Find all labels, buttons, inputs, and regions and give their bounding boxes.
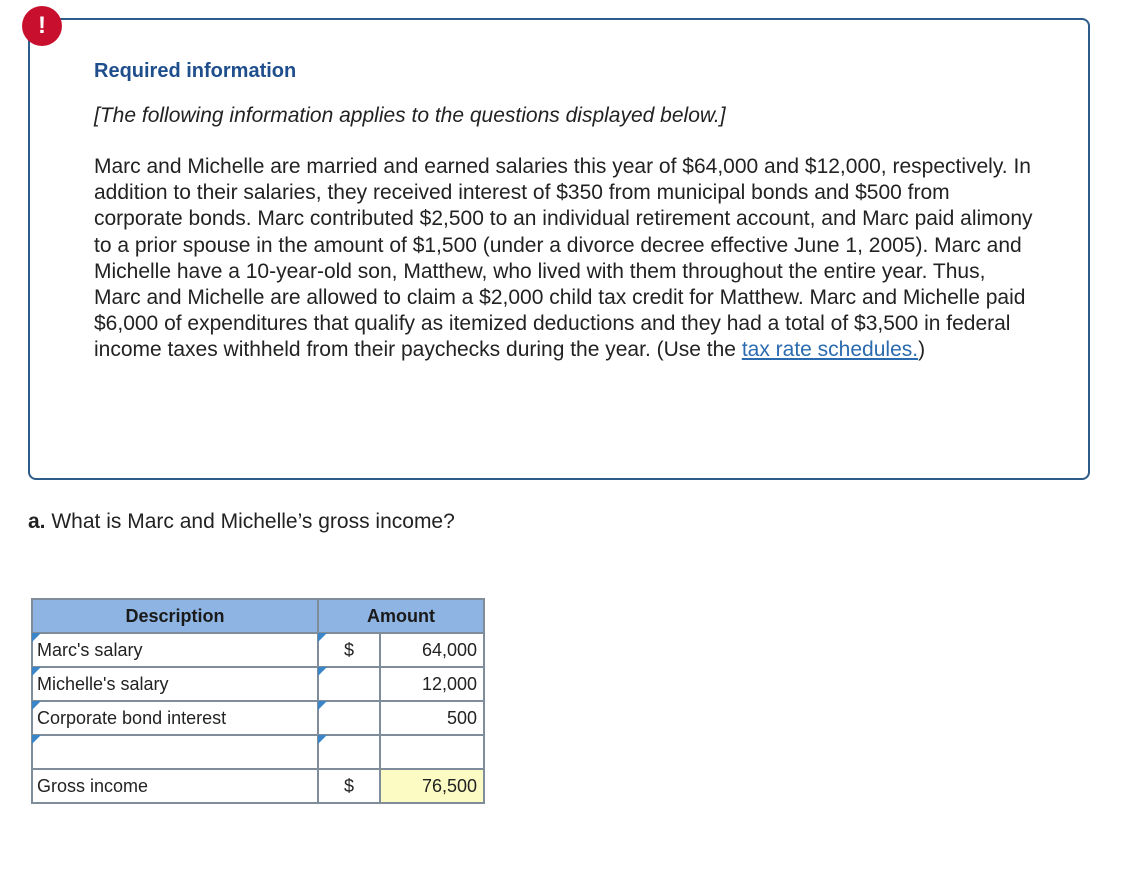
dollar-sign [318, 667, 380, 701]
amount-input-1[interactable]: 64,000 [380, 633, 484, 667]
table-row [32, 633, 484, 667]
info-body-text: Marc and Michelle are married and earned salaries this year of $64,000 and $12,000, respectively. In addition to their salaries, they received interest of $350 from municipal bonds and $500 from corporate bonds. Marc contributed $2,500 to an individual retirement account, and Marc paid alimony to a prior spouse in the amount of $1,500 (under a divorce decree effective June 1, 2005). Marc and Michelle have a 10-year-old son, Matthew, who lived with them throughout the entire year. Thus, Marc and Michelle are allowed to claim a $2,000 child tax credit for Matthew. Marc and Michelle paid $6,000 of expenditures that qualify as itemized deductions and they had a total of $3,500 in federal income taxes withheld from their paychecks during the year. (Use the [94, 155, 1033, 362]
dollar-sign: $ [318, 633, 380, 667]
gross-income-total: 76,500 [380, 769, 484, 803]
flag-icon [318, 633, 327, 642]
total-dollar-sign: $ [318, 769, 380, 803]
amount-header: Amount [318, 599, 484, 633]
flag-icon [32, 701, 41, 710]
flag-icon [32, 633, 41, 642]
amount-input-3[interactable]: 500 [380, 701, 484, 735]
alert-icon: ! [22, 6, 62, 46]
flag-icon [318, 735, 327, 744]
flag-icon [318, 667, 327, 676]
table-header-row [32, 599, 484, 633]
info-title: Required information [94, 60, 297, 82]
description-input-2[interactable]: Michelle's salary [32, 667, 318, 701]
info-body-end: ) [918, 338, 926, 362]
required-information-panel [28, 18, 1090, 480]
table-row [32, 735, 484, 769]
table-row [32, 701, 484, 735]
table-row [32, 667, 484, 701]
description-input-1[interactable]: Marc's salary [32, 633, 318, 667]
dollar-sign [318, 735, 380, 769]
info-subtitle: [The following information applies to the questions displayed below.] [94, 104, 726, 127]
question-text: What is Marc and Michelle’s gross income? [51, 510, 455, 533]
dollar-sign [318, 701, 380, 735]
flag-icon [32, 667, 41, 676]
flag-icon [32, 735, 41, 744]
description-input-3[interactable]: Corporate bond interest [32, 701, 318, 735]
gross-income-table [31, 598, 485, 804]
question-label: a. [28, 510, 46, 533]
description-input-4[interactable] [32, 735, 318, 769]
total-row [32, 769, 484, 803]
amount-input-2[interactable]: 12,000 [380, 667, 484, 701]
question-a [28, 510, 455, 534]
description-header: Description [32, 599, 318, 633]
total-label: Gross income [32, 769, 318, 803]
tax-rate-schedules-link[interactable]: tax rate schedules. [741, 338, 919, 362]
info-body [94, 154, 1034, 364]
amount-input-4[interactable] [380, 735, 484, 769]
flag-icon [318, 701, 327, 710]
